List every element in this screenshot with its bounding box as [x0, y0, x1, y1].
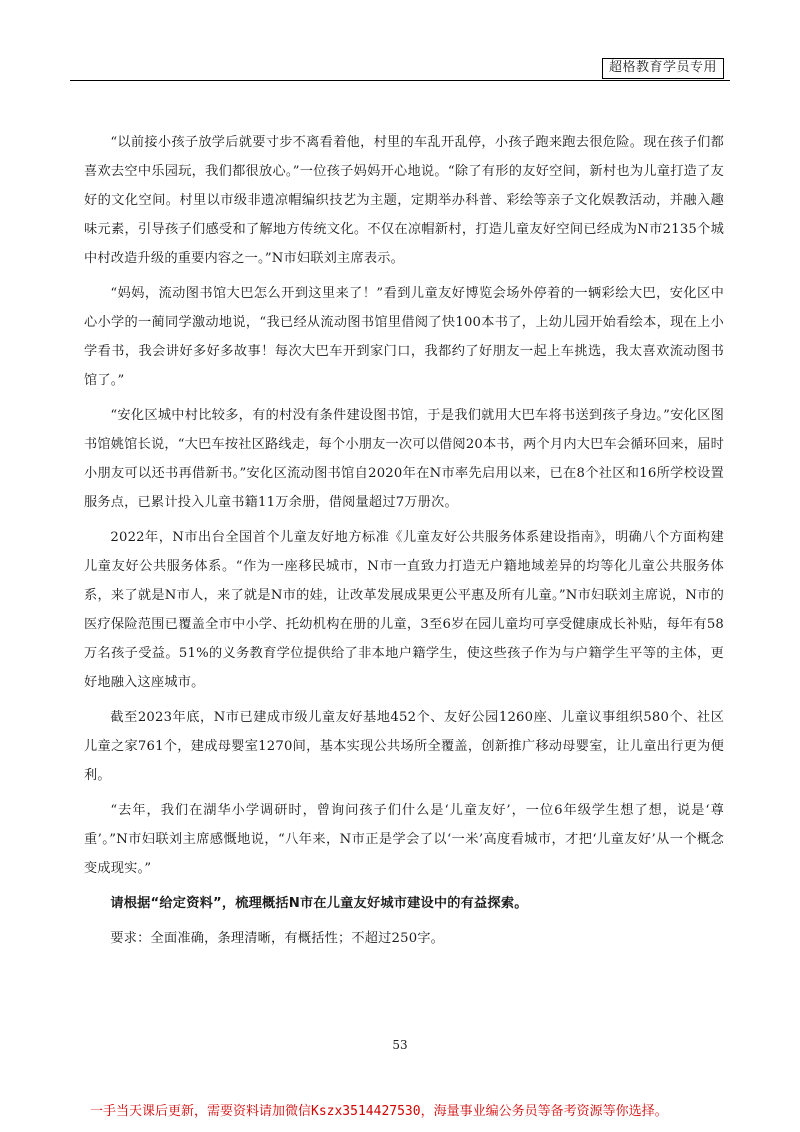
- paragraph-1: “以前接小孩子放学后就要寸步不离看着他，村里的车乱开乱停，小孩子跑来跑去很危险。现在孩子们都喜欢去空中乐园玩，我们都很放心。”一位孩子妈妈开心地说。“除了有形的友好空间，新村也为儿童打造了友好的文化空间。村里以市级非遗凉帽编织技艺为主题，定期举办科普、彩绘等亲子文化娱教活动，并融入趣味元素，引导孩子们感受和了解地方传统文化。不仅在凉帽新村，打造儿童友好空间已经成为N市2135个城中村改造升级的重要内容之一。”N市妇联刘主席表示。: [84, 135, 724, 266]
- footer-promo-note: 一手当天课后更新，需要资料请加微信Kszx3514427530，海量事业编公务员等备考资源等你选择。: [90, 1104, 668, 1119]
- question-prompt: 请根据“给定资料”，梳理概括N市在儿童友好城市建设中的有益探索。: [110, 896, 528, 911]
- question-requirement: 要求：全面准确，条理清晰，有概括性；不超过250字。: [110, 931, 445, 946]
- paragraph-6: “去年，我们在湖华小学调研时，曾询问孩子们什么是‘儿童友好’，一位6年级学生想了想，说是‘尊重’。”N市妇联刘主席感慨地说，“八年来，N市正是学会了以‘一米’高度看城市，才把‘儿童友好’从一个概念变成现实。”: [84, 803, 724, 876]
- paragraph-5: 截至2023年底，N市已建成市级儿童友好基地452个、友好公园1260座、儿童议事组织580个、社区儿童之家761个，建成母婴室1270间，基本实现公共场所全覆盖，创新推广移动母婴室，让儿童出行更为便利。: [84, 710, 724, 783]
- paragraph-3: “安化区城中村比较多，有的村没有条件建设图书馆，于是我们就用大巴车将书送到孩子身边。”安化区图书馆姚馆长说，“大巴车按社区路线走，每个小朋友一次可以借阅20本书，两个月内大巴车会循环回来，届时小朋友可以还书再借新书。”安化区流动图书馆自2020年在N市率先启用以来，已在8个社区和16所学校设置服务点，已累计投入儿童书籍11万余册，借阅量超过7万册次。: [84, 408, 724, 510]
- paragraph-2: “妈妈，流动图书馆大巴怎么开到这里来了！”看到儿童友好博览会场外停着的一辆彩绘大巴，安化区中心小学的一蔺同学激动地说，“我已经从流动图书馆里借阅了快100本书了，上幼儿园开始看绘本，现在上小学看书，我会讲好多好多故事！每次大巴车开到家门口，我都约了好朋友一起上车挑选，我太喜欢流动图书馆了。”: [84, 286, 724, 388]
- paragraph-4: 2022年，N市出台全国首个儿童友好地方标准《儿童友好公共服务体系建设指南》，明确八个方面构建儿童友好公共服务体系。“作为一座移民城市，N市一直致力打造无户籍地域差异的均等化儿童公共服务体系，来了就是N市人，来了就是N市的娃，让改革发展成果更公平惠及所有儿童。”N市妇联刘主席说，N市的医疗保险范围已覆盖全市中小学、托幼机构在册的儿童，3至6岁在园儿童均可享受健康成长补贴，每年有58万名孩子受益。51%的义务教育学位提供给了非本地户籍学生，使这些孩子作为与户籍学生平等的主体，更好地融入这座城市。: [84, 530, 724, 690]
- page-number: 53: [392, 1038, 408, 1052]
- header-label: 超格教育学员专用: [602, 58, 724, 79]
- header-rule: [70, 80, 730, 81]
- document-body: [84, 128, 724, 959]
